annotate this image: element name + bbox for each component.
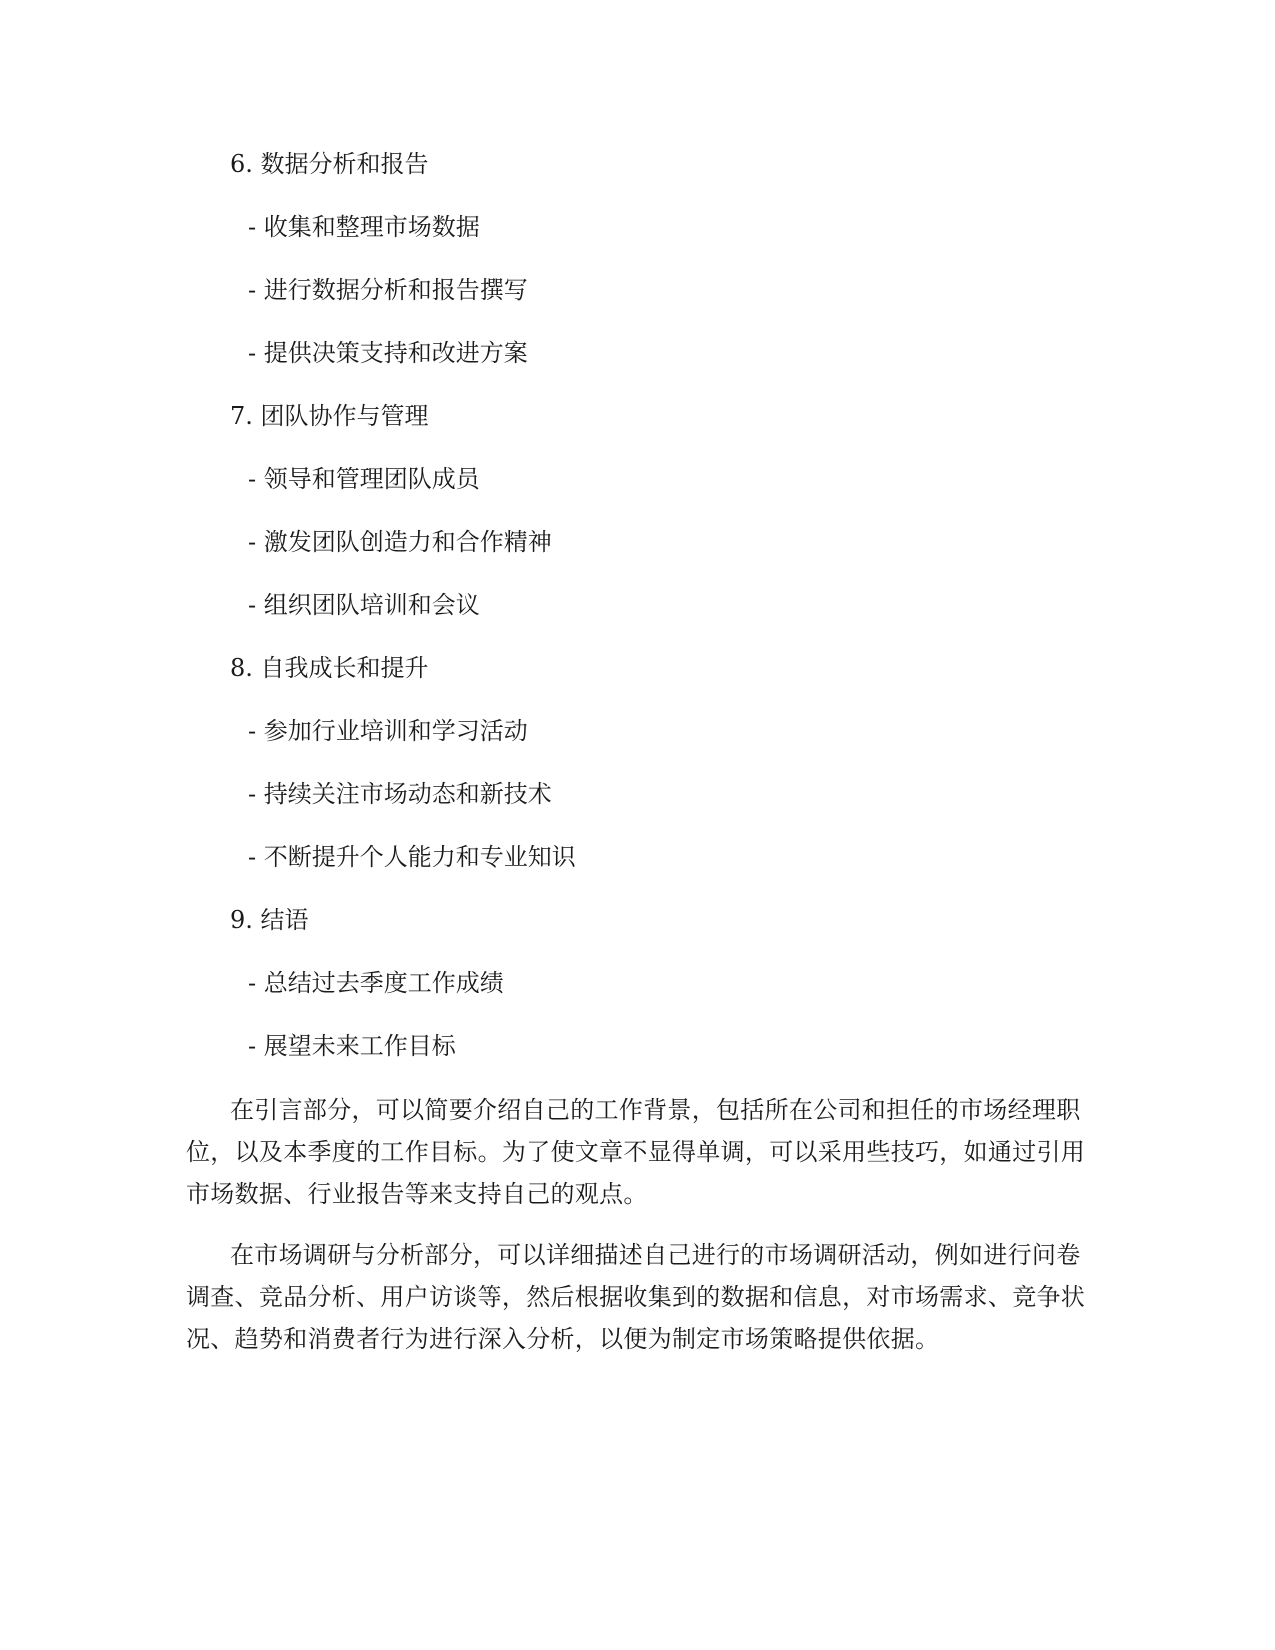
list-item: - 提供决策支持和改进方案 — [248, 339, 528, 367]
list-item: - 展望未来工作目标 — [248, 1032, 456, 1060]
list-item: - 参加行业培训和学习活动 — [248, 717, 528, 745]
list-item: - 领导和管理团队成员 — [248, 465, 480, 493]
list-item: - 总结过去季度工作成绩 — [248, 969, 504, 997]
section-heading: 6. 数据分析和报告 — [230, 150, 429, 178]
body-paragraph: 在引言部分，可以简要介绍自己的工作背景，包括所在公司和担任的市场经理职位，以及本季度的工作目标。为了使文章不显得单调，可以采用些技巧，如通过引用市场数据、行业报告等来支持自己的观点。 — [186, 1096, 1086, 1208]
section-heading: 9. 结语 — [230, 906, 309, 934]
list-item: - 收集和整理市场数据 — [248, 213, 480, 241]
section-heading: 8. 自我成长和提升 — [230, 654, 429, 682]
body-paragraph: 在市场调研与分析部分，可以详细描述自己进行的市场调研活动，例如进行问卷调查、竞品分析、用户访谈等，然后根据收集到的数据和信息，对市场需求、竞争状况、趋势和消费者行为进行深入分析，以便为制定市场策略提供依据。 — [186, 1241, 1086, 1353]
list-item: - 进行数据分析和报告撰写 — [248, 276, 528, 304]
section-heading: 7. 团队协作与管理 — [230, 402, 429, 430]
list-item: - 不断提升个人能力和专业知识 — [248, 843, 576, 871]
list-item: - 持续关注市场动态和新技术 — [248, 780, 552, 808]
list-item: - 激发团队创造力和合作精神 — [248, 528, 552, 556]
list-item: - 组织团队培训和会议 — [248, 591, 480, 619]
